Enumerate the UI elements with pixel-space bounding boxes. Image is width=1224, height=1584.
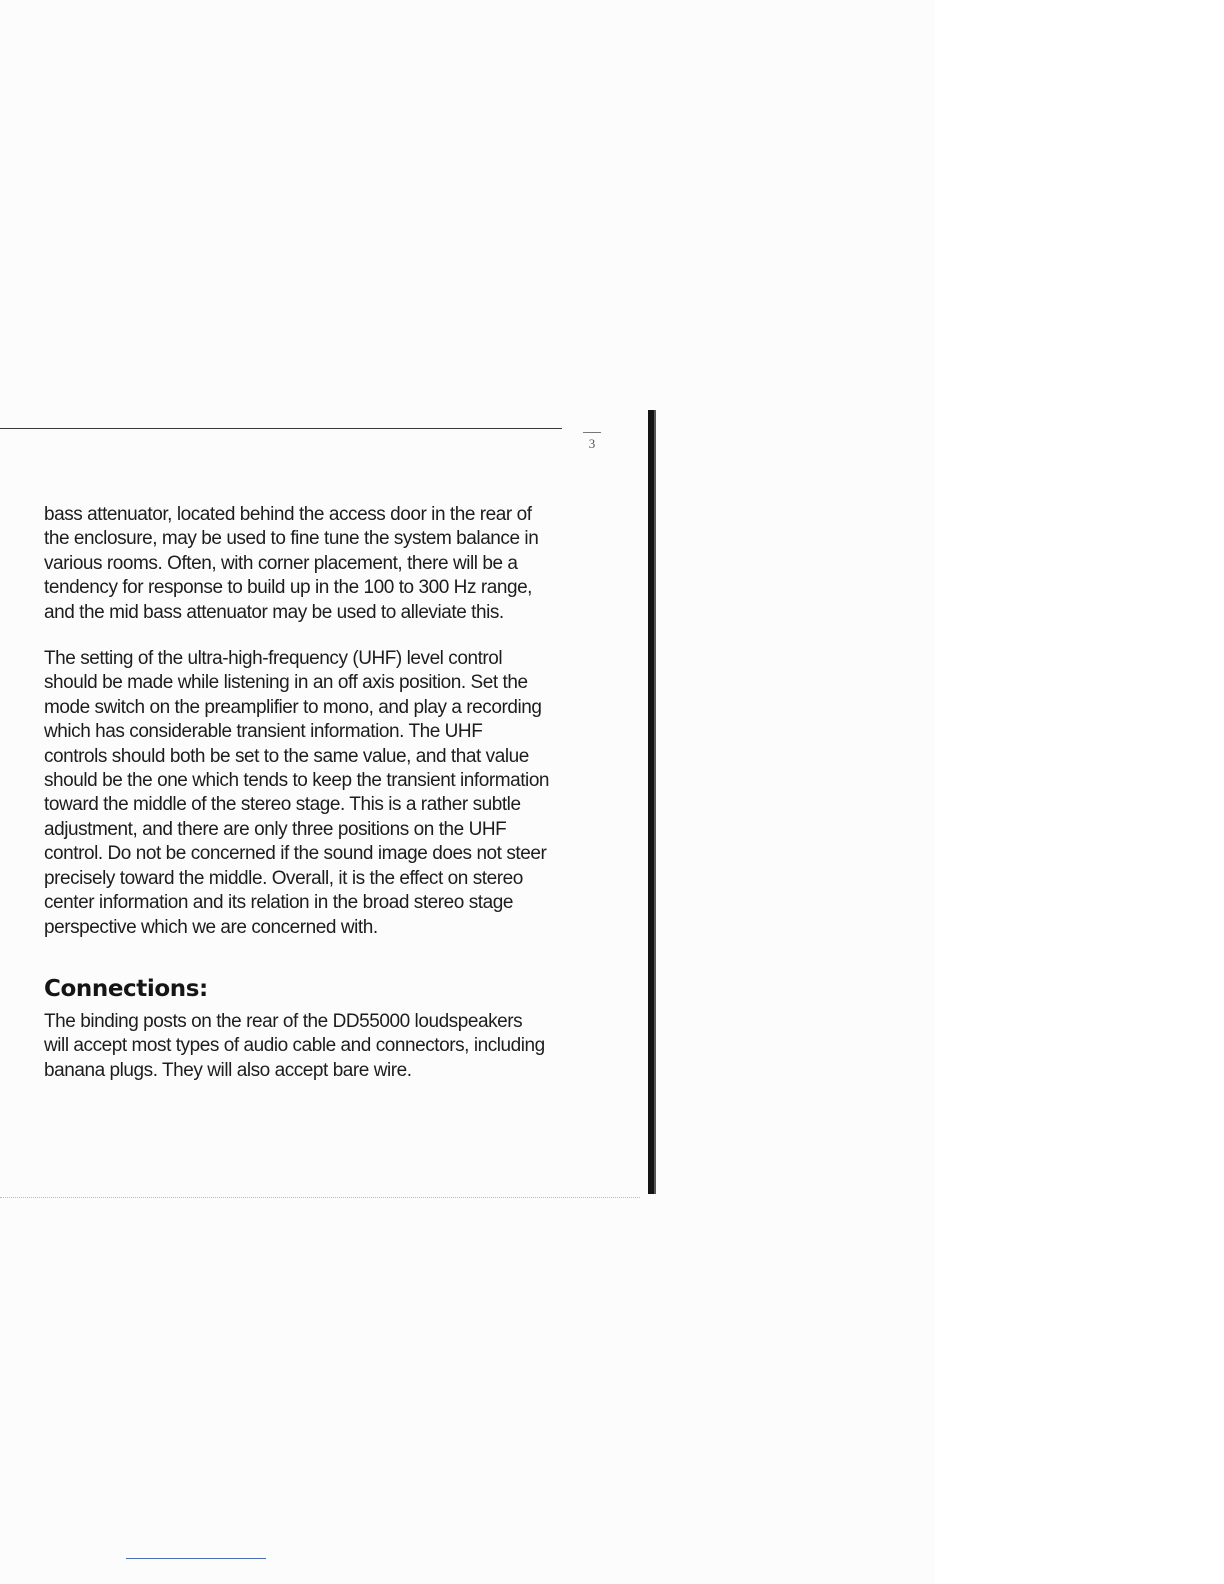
page-bottom-edge (0, 1197, 640, 1198)
footer-rule (126, 1558, 266, 1559)
paragraph-uhf-control: The setting of the ultra-high-frequency (UHF) level control should be made while listening in an off axis position. Set the mode switch on the preamplifier to mono, and play a recording which has considerable transient information. The UHF controls should both be set to the same value, and that value should be the one which tends to keep the transient information toward the middle of the stereo stage. This is a rather subtle adjustment, and there are only three positions on the UHF control. Do not be concerned if the sound image does not steer precisely toward the middle. Overall, it is the effect on stereo center information and its relation in the broad stereo stage perspective which we are concerned with. (44, 648, 550, 938)
page-number-tick (583, 432, 601, 433)
paragraph-mid-bass: bass attenuator, located behind the access door in the rear of the enclosure, may be used to fine tune the system balance in various rooms. Often, with corner placement, there will be a tendency for response to build up in the 100 to 300 Hz range, and the mid bass attenuator may be used to alleviate this. (44, 504, 539, 623)
paragraph-binding-posts: The binding posts on the rear of the DD55000 loudspeakers will accept most types of audio cable and connectors, including banana plugs. They will also accept bare wire. (44, 1010, 545, 1081)
page-number: 3 (588, 436, 596, 451)
connections-heading: Connections: (44, 975, 208, 1002)
text-column (44, 503, 550, 1083)
header-rule (0, 428, 562, 429)
binding-edge-bar (648, 410, 656, 1194)
